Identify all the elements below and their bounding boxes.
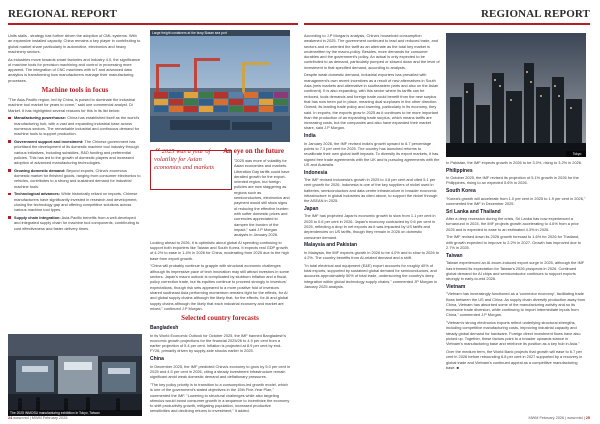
country-paragraph: In January 2026, the IMF revised India's growth upward to 6.7 percentage points to 7.3 per cent for 2025. The country has launched reforms to recalibrate their own global tariff impacts. To diversify its export markets, it has signed free trade agreements with the UK and is pursuing agreements with the US and Australia. (304, 140, 440, 167)
quote-mark-icon: “ (154, 145, 161, 159)
bullet-text: China has established itself as the world's manufacturing hub, with a vast and expanding industrial base across numerous sectors. The remarkable industrial and continuous demand for machine tools to support production. (14, 115, 140, 137)
intro-paragraph: According to J.P Morgan's analysis, China's household consumption weakened in 2025. The government continued to lead and reduced trade, and sectors and re-oriented the tariff as an alternate as the total key market is underwritten by the macro-policy. Besides, more demands for consumer durables and the government's policy. An actual is only expected to be contributed to as demand, particularly pumped or slowed down and the level of investment in that specified demand, according to analysts. (304, 33, 440, 70)
left-column-2 (150, 144, 290, 416)
country-paragraph: In Malaysia, the IMF expects growth in 2026 to be 4.0% and to slow to 2026 to 4.2%. The country benefits from AI-related demand and a shift. (304, 249, 439, 261)
bullet-item (8, 215, 142, 231)
bullet-item (8, 168, 142, 189)
bullet-text: The Chinese government has prioritised the development of its domestic machine tool industry through various initiatives, including subsidies, R&D funding and preferential policies. This has led to the growth of domestic players and increased adoption of advanced manufacturing technologies. (14, 138, 139, 166)
country-heading: India (304, 133, 316, 140)
right-column-1 (304, 33, 440, 292)
country-heading: China (150, 356, 164, 363)
header-rule (304, 23, 590, 25)
country-paragraph: In October 2025, the IMF revised its projection of 5.1% growth in 2026 for the Philippines, rising to an expected 5.6% in 2026. (446, 175, 579, 186)
bullet-item (8, 139, 142, 165)
country-heading: Bangladesh (150, 325, 179, 332)
photo-caption: Tokyo (566, 151, 586, 157)
tokyo-photo (446, 33, 586, 157)
country-paragraph: The IMF has projected Japan's economic growth to slow from 1.1 per cent in 2025 to 0.6 per cent in 2026. Japan's economy contracted by 0.6 per cent in 2025, reflecting a drop in net exports as it was impacted by US tariffs and dependencies on US tariffs, though they remain in 2026 on domestic consumer demand. (304, 213, 436, 240)
bullet-title: Supply chain integration: (14, 214, 61, 220)
country-paragraph: In Pakistan, the IMF expects growth in 2026 to be 3.0%, rising to 3.2% in 2026. (446, 160, 583, 165)
page-footer (8, 416, 67, 420)
city-skyline-image (446, 33, 586, 157)
section-header: REGIONAL REPORT (8, 8, 117, 20)
outlook-paragraph: "2025 was more of volatility for Asian economies and markets. Liberation Day tariffs could have derailed growth for the export-oriented region, but foreign policies are now staggering as regions such as semiconductors, electronics and payment would still show signs of reducing the effective burden with softer domestic prices and currencies appreciated to dampen the burden of the impact," said J.P Morgan analysts in January 2026. (234, 158, 290, 238)
exhibition-hall-image (8, 334, 142, 416)
country-paragraph: The IMF revised Indonesia's growth in 2025 to 4.8 per cent and cited 5.1 per cent growth for 2026. Indonesia is one of the key suppliers of nickel used in batteries, semiconductors and data centre infrastructure in broader economic infrastructure in global industries as cited above, to support the nickel through the ASEAN in 2025. (304, 177, 438, 204)
footer-text: MWM February 2026 | www.mtd | (528, 416, 586, 420)
country-paragraph: The IMF revised down its 2026 growth forecast to 1.6% for 2026 for Thailand, with growth expected to improve to 2.2% in 2027. Growth has improved due to 2.7% in 2025. (446, 234, 581, 251)
bullet-text: While historically reliant on imports, Chinese manufacturers have significantly invested in research and development, closing the technology gap and offering competitive solutions across various machine tool types. (14, 191, 138, 213)
outlook-paragraph: "China will probably continue to grapple with structural economic challenges although its impressive pace of tech innovation may still attract investors in some sectors. Japan's macro outlook is complicated by stubborn inflation and a fiscal-policy correction trade, but its equities continue to proceed strongly in investors' expectations, though risk sets appeared to a more positive fold of investors shared southeast Asia performing momentum remains tight for the effects, for Al and global supply chains although the likely that, for the effects, for Al and global supply chains although the likely that each industrial economy and market are mixed," continued J.P Morgan. (150, 263, 290, 311)
bullet-title: Government support and investment: (14, 138, 84, 144)
container-port-image (150, 30, 290, 142)
country-heading: Malaysia and Pakistan (304, 242, 358, 249)
page-footer (529, 416, 591, 420)
left-column-1 (8, 33, 142, 233)
pullquote-text: 2025 was a year of volatility for Asian economies and markets (154, 148, 214, 171)
page-number: 25 (585, 416, 590, 420)
intro-paragraph: As industries move towards smart factories and Industry 4.0, the significance of machine tools for precision machining and control in processing more apparent. The integration of CNC machines with IoT and advanced data analytics is transforming how manufacturers manage their manufacturing processes. (8, 56, 141, 83)
right-column-2 (446, 160, 586, 373)
right-page (300, 0, 600, 424)
country-heading: Sri Lanka and Thailand (446, 208, 501, 215)
photo-caption: The 2025 INMOSU manufacturing exhibition in Tokyo, Taiwan (8, 410, 142, 416)
photo-caption: Large freight containers at the busy Busan sea port (150, 30, 290, 36)
intro-paragraph: Despite weak domestic demand, industrial exporters has prevailed with management's own recent incentives as a result of new alternatives in South Asia (new markets and alternative in southeastern parts and also on the Asian continent). It is also expanding, with this sector where its tariffs can be reduced, tools demands and foreign trade could benefit from the new surplus that has now been put in place, meaning dual surpluses in the other direction. Overall, its leading trade policy and lowering, particularly in its economy, they said. In exports, the exports grow in 2025 as it continues to be more important than the production of an expanding trade surplus, which means tariffs are increasing costs, but the companies and also have expanded their market share, said J.P Morgan. (304, 72, 439, 131)
subheading-machine-tools: Machine tools in focus (41, 86, 109, 95)
bullet-title: Manufacturing powerhouse: (14, 115, 67, 121)
country-paragraph: Taiwan experienced an AI-boom-induced export surge in 2025, although the IMF has trimmed its expectation for Taiwan's 2026 prospects in 2026. Continued global demand for AI chips and semiconductor continues to support exports strongly in early-to-mid 2026. (446, 260, 585, 282)
outlook-paragraph: Looking ahead to 2026, it is optimistic about global AI spending continuing to support both exporters like Taiwan and South Korea. It expects real GDP growth of 4.2% to ease in 1.4% in 2026 for China, moderating from 2025 due to the high base from export growth. (150, 239, 289, 261)
trends-intro: "The Asia-Pacific region, led by China, is poised to dominate the industrial machine tool market for years to come," said one commercial analyst. Di Market. It has highlighted several reasons for this in its list below: (8, 97, 136, 113)
country-paragraph: After a deep recession during the crisis, Sri Lanka has now experienced a turnaround in 2024, the IMF projects growth accelerating to 4.6% from a prior 2025 and is expected to ease to an estimated 4.3% in 2026. (446, 216, 579, 232)
country-paragraph: "Vietnam has increasingly functioned as a 'connector economy', facilitating trade flows between the US and China. As supply chain diversify production away from China, Vietnam has absorbed some of the manufacturing activity and so its excessive trade diversion, while continuing to import intermediate inputs from China," commented J.P Morgan. (446, 291, 586, 318)
bullet-text: Beyond exports, China's enormous domestic market for finished goods, ranging from consumer electronics to vehicles, contributes to a strong and sustained demand for industrial machine tools. (14, 167, 141, 189)
country-paragraph: Over the medium term, the World Bank projects that growth will ease to 6.7 per cent in 2026 before rebounding 6.8 per cent in 2027 supported by a recovery in global trade and Vietnam's continued appeal as a competitive manufacturing base. ■ (446, 349, 583, 370)
intro-paragraph: Units stalls - strategy has further driven the adoption of CML systems. With an expansive installed capacity, China remains a key player in contributing to global market share particularly in automotive, electronics and heavy machinery sectors. (8, 33, 141, 54)
exhibition-photo (8, 334, 142, 416)
country-paragraph: "In total electrical and equipment (E&E) export accounts for roughly 40% of total exports, supported by sustained global demand for semiconductors, and accounts approximately 50% of total trade, underscoring the country's deep integration within global technology supply chains," commented JP Morgan in January 2025 analysis. (304, 262, 438, 289)
bullet-title: Technological advances: (14, 191, 60, 197)
country-heading: Philippines (446, 167, 473, 174)
bullet-item (8, 191, 142, 212)
reasons-list (8, 115, 142, 231)
country-paragraph: In its World Economic Outlook for October 2025, the IMF banned Bangladesh's economic growth projections for the financial 2025/26 to 4.9 per cent from a earlier projection of 5.4 per cent. Inflation is projected at 8.9 per cent by end-FY26, primarily driven by supply-side shocks earlier in 2025. (150, 332, 287, 354)
page-number: 24 (8, 416, 13, 420)
subheading-outlook: An eye on the future (223, 147, 284, 155)
header-rule (8, 23, 298, 25)
country-heading: Taiwan (446, 252, 463, 259)
footer-text: www.mtd | MWM February 2026 (13, 416, 68, 420)
country-paragraph: "Korea's growth will accelerate from 1.0 per cent in 2025 to 1.9 per cent in 2026," commented the IMF in December 2025. (446, 195, 586, 206)
subheading-forecasts: Selected country forecasts (181, 314, 259, 323)
port-photo (150, 30, 290, 142)
country-paragraph: "Vietnam's strong electronics exports reflect underlying structural strengths, including competitive manufacturing costs, improving industrial capacity and steady global demand for hardware. Foreign direct investment flows have also picked up. Together, these factors point to a broader upwards stance in Vietnam's manufacturing base and reinforce its position as a key hub in Asia." (446, 320, 581, 347)
country-paragraph: In December 2025, the IMF predicted China's economy to grow by 5.0 per cent in 2025 and 4.5 per cent in 2026, citing a steady investment infrastructure remain significant amid weak domestic demand and deflationary pressures. (150, 363, 291, 380)
country-heading: Indonesia (304, 169, 328, 176)
country-paragraph: "The key policy priority is to transition to a consumption-led growth model, which is one of the government's stated objectives in the 15th Five-Year Plan," commented the IMF. "Lowering to structural challenges while also targeting stimulus would boost consumer growth in a sequence to incentivize the economy to shift productivity growth, mitigating population, increased productive sensitivities and declining returns to investment," it added. (150, 381, 290, 414)
bullet-title: Growing domestic demand: (14, 167, 66, 173)
country-heading: South Korea (446, 188, 476, 195)
country-heading: Japan (304, 205, 319, 212)
bullet-text: Asia-Pacific benefits from a well-developed and integrated supply chain for machine tool components, contributing to cost effectiveness and faster delivery times. (14, 214, 140, 231)
country-heading: Vietnam (446, 283, 466, 290)
bullet-item (8, 115, 142, 136)
section-header: REGIONAL REPORT (481, 8, 590, 20)
